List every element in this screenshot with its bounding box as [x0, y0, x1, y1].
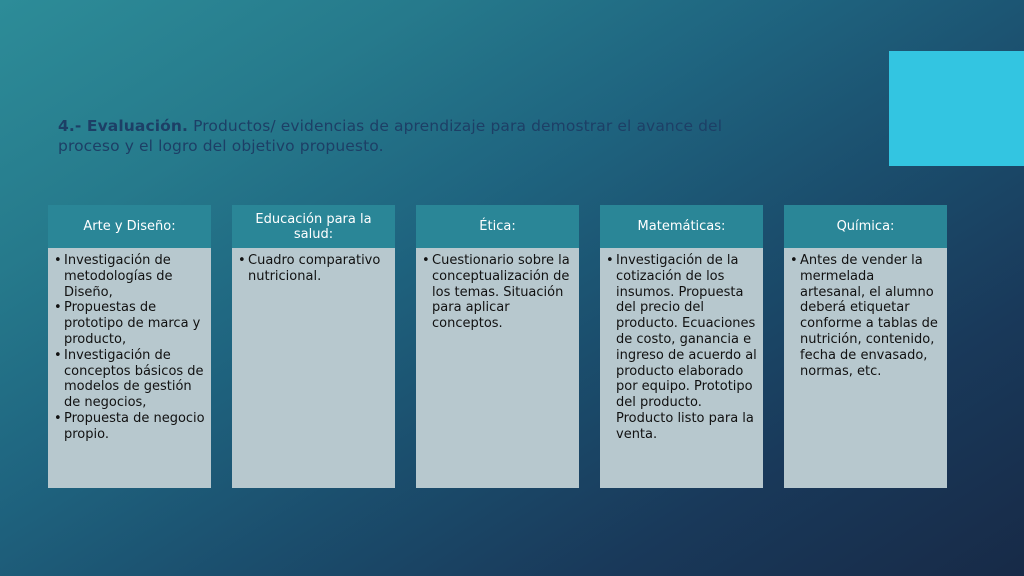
list-item: • Propuesta de negocio propio. — [54, 411, 205, 443]
accent-square — [889, 51, 1024, 166]
slide-title-lead: 4.- Evaluación. — [58, 117, 189, 135]
column-body — [48, 248, 211, 488]
bullet-list — [422, 253, 573, 332]
column-heading: Matemáticas: — [600, 205, 763, 248]
column-heading: Arte y Diseño: — [48, 205, 211, 248]
list-item: • Investigación de conceptos básicos de modelos de gestión de negocios, — [54, 348, 205, 411]
column-arte-diseno — [48, 205, 211, 488]
column-heading: Química: — [784, 205, 947, 248]
list-item: • Cuadro comparativo nutricional. — [238, 253, 389, 285]
column-body — [600, 248, 763, 488]
bullet-list — [790, 253, 941, 379]
column-educacion-salud — [232, 205, 395, 488]
column-heading: Ética: — [416, 205, 579, 248]
column-etica — [416, 205, 579, 488]
column-heading: Educación para la salud: — [232, 205, 395, 248]
list-item: • Propuestas de prototipo de marca y producto, — [54, 300, 205, 347]
column-body — [232, 248, 395, 488]
slide-title-rest: Productos/ evidencias de aprendizaje para demostrar el avance del proceso y el logro del objetivo propuesto. — [58, 117, 723, 155]
slide-title — [58, 116, 778, 156]
subject-columns — [48, 205, 949, 488]
list-item: • Investigación de metodologías de Diseño, — [54, 253, 205, 300]
column-quimica — [784, 205, 947, 488]
column-body — [416, 248, 579, 488]
bullet-list — [238, 253, 389, 285]
column-body — [784, 248, 947, 488]
list-item: • Antes de vender la mermelada artesanal, el alumno deberá etiquetar conforme a tablas de nutrición, contenido, fecha de envasado, normas, etc. — [790, 253, 941, 379]
bullet-list — [54, 253, 205, 443]
list-item: • Cuestionario sobre la conceptualización de los temas. Situación para aplicar conceptos. — [422, 253, 573, 332]
column-matematicas — [600, 205, 763, 488]
bullet-list — [606, 253, 757, 443]
list-item: • Investigación de la cotización de los insumos. Propuesta del precio del producto. Ecuaciones de costo, ganancia e ingreso de acuerdo al producto elaborado por equipo. Prototipo del producto. Producto listo para la venta. — [606, 253, 757, 443]
